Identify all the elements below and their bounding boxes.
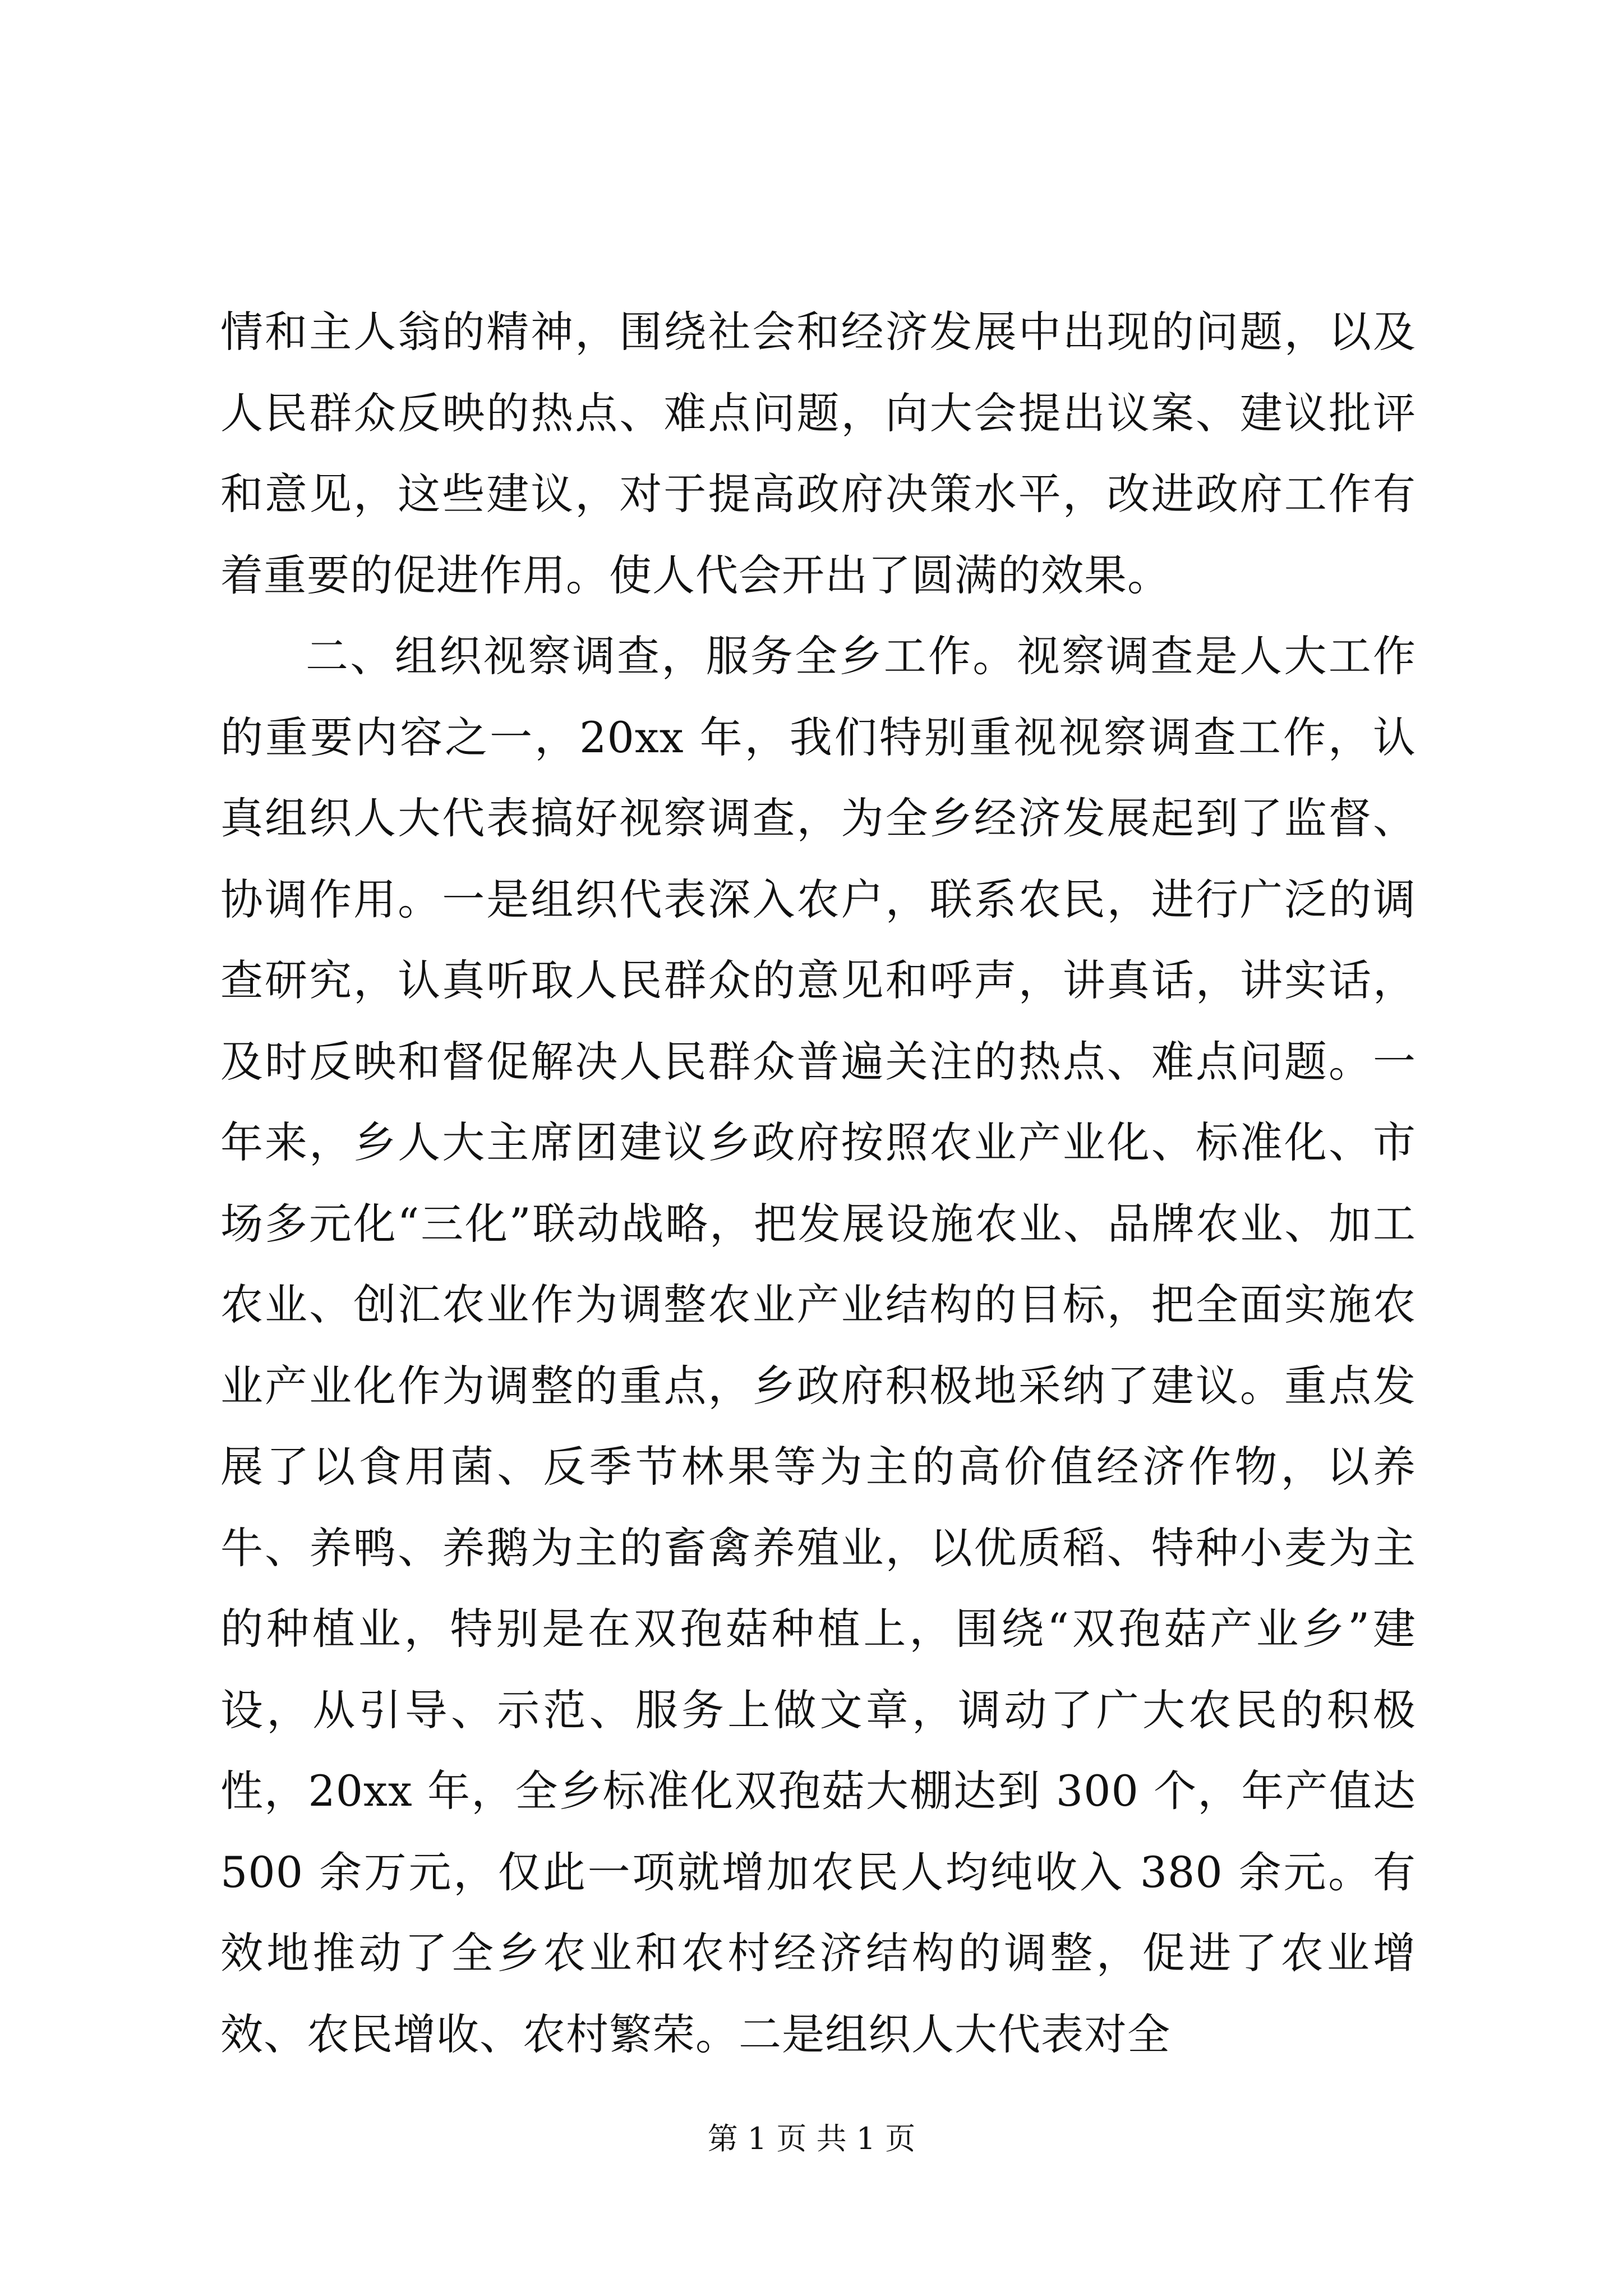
paragraph-2: 二、组织视察调查，服务全乡工作。视察调查是人大工作的重要内容之一，20xx 年，我们特别重视视察调查工作，认真组织人大代表搞好视察调查，为全乡经济发展起到了监督、协调作用。一是组织代表深入农户，联系农民，进行广泛的调查研究，认真听取人民群众的意见和呼声，讲真话，讲实话，及时反映和督促解决人民群众普遍关注的热点、难点问题。一年来，乡人大主席团建议乡政府按照农业产业化、标准化、市场多元化“三化”联动战略，把发展设施农业、品牌农业、加工农业、创汇农业作为调整农业产业结构的目标，把全面实施农业产业化作为调整的重点，乡政府积极地采纳了建议。重点发展了以食用菌、反季节林果等为主的高价值经济作物，以养牛、养鸭、养鹅为主的畜禽养殖业，以优质稻、特种小麦为主的种植业，特别是在双孢菇种植上，围绕“双孢菇产业乡”建设，从引导、示范、服务上做文章，调动了广大农民的积极性，20xx 年，全乡标准化双孢菇大棚达到 300 个，年产值达 500 余万元，仅此一项就增加农民人均纯收入 380 余元。有效地推动了全乡农业和农村经济结构的调整，促进了农业增效、农民增收、农村繁荣。二是组织人大代表对全 [220, 631, 1416, 2059]
document-body [220, 292, 1416, 2075]
paragraph-1: 情和主人翁的精神，围绕社会和经济发展中出现的问题，以及人民群众反映的热点、难点问题，向大会提出议案、建议批评和意见，这些建议，对于提高政府决策水平，改进政府工作有着重要的促进作用。使人代会开出了圆满的效果。 [220, 307, 1416, 600]
page-footer: 第 1 页 共 1 页 [707, 2121, 916, 2156]
